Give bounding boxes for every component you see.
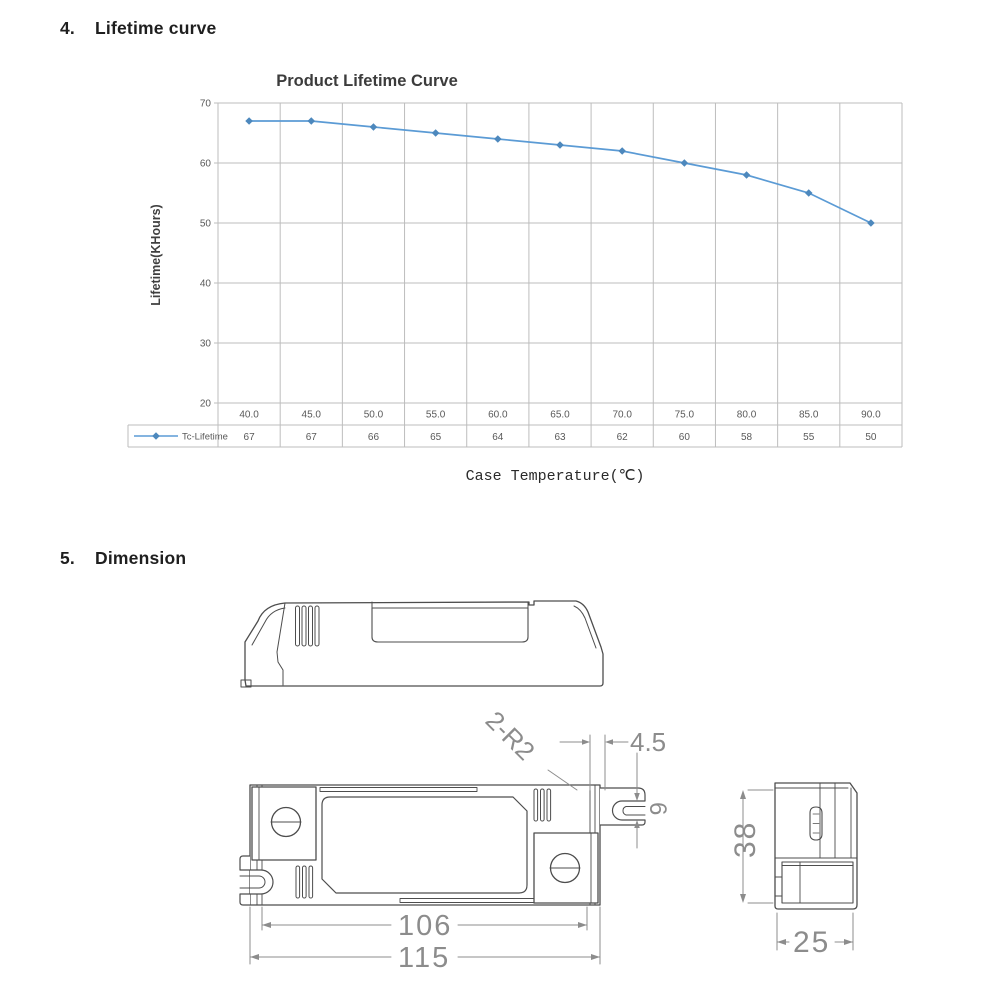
value-cell: 67 (305, 432, 317, 443)
end-cap-seam (277, 603, 285, 685)
dim-106-label: 106 (398, 910, 453, 942)
value-cell: 58 (740, 432, 753, 443)
y-tick-label: 20 (199, 398, 211, 410)
value-cell: 63 (554, 432, 566, 443)
data-point-marker (867, 219, 875, 227)
dim-4-5-label: 4.5 (630, 727, 667, 757)
data-point-marker (245, 117, 253, 125)
data-point-marker (681, 159, 689, 167)
dim-25-label: 25 (793, 926, 831, 959)
keyhole-slot-right (623, 807, 645, 816)
value-cell: 55 (803, 432, 815, 443)
x-category-label: 50.0 (363, 409, 384, 421)
enclosure-outline (245, 601, 603, 686)
data-point-marker (618, 147, 626, 155)
x-category-label: 70.0 (612, 409, 632, 421)
top-view-drawing (238, 698, 690, 980)
chart-title: Product Lifetime Curve (276, 72, 458, 90)
data-point-marker (805, 189, 813, 197)
side-profile-view-drawing (238, 592, 618, 696)
y-tick-label: 40 (199, 278, 211, 290)
section-5-title: Dimension (95, 548, 187, 568)
x-category-label: 60.0 (488, 409, 508, 421)
data-point-marker (432, 129, 440, 137)
legend-label: Tc-Lifetime (182, 431, 228, 443)
data-point-marker (307, 117, 315, 125)
dim-115-label: 115 (398, 942, 451, 974)
value-cell: 62 (616, 432, 628, 443)
x-category-label: 75.0 (674, 409, 695, 421)
x-category-label: 40.0 (239, 409, 259, 421)
dim-38-label: 38 (729, 820, 762, 858)
data-point-marker (556, 141, 564, 149)
data-point-marker (743, 171, 751, 179)
value-cell: 50 (865, 432, 877, 443)
data-point-marker (494, 135, 502, 143)
chart-y-axis-label: Lifetime(KHours) (149, 204, 163, 306)
y-tick-label: 60 (199, 158, 211, 170)
label-recess (372, 608, 528, 642)
end-outline (775, 783, 857, 909)
vent-slots (296, 606, 320, 646)
section-4-number: 4. (60, 18, 75, 38)
section-4-heading (60, 18, 216, 39)
x-category-label: 55.0 (425, 409, 446, 421)
dim-6-label: 6 (644, 802, 671, 816)
section-5-heading (60, 548, 186, 569)
value-cell: 67 (243, 432, 255, 443)
legend-diamond-icon (152, 432, 160, 440)
lifetime-curve-chart (120, 95, 910, 451)
terminal-block-top-left (252, 787, 316, 860)
y-tick-label: 70 (199, 98, 211, 110)
x-category-label: 90.0 (861, 409, 881, 421)
y-tick-label: 30 (199, 338, 211, 350)
section-5-number: 5. (60, 548, 75, 568)
value-cell: 65 (430, 432, 442, 443)
label-recess (322, 797, 527, 893)
chart-x-axis-label: Case Temperature(℃) (465, 468, 645, 485)
x-category-label: 80.0 (736, 409, 757, 421)
dim-2r2-label: 2-R2 (479, 705, 541, 767)
value-cell: 60 (678, 432, 690, 443)
right-bevel-inner-line (574, 606, 596, 648)
x-category-label: 65.0 (550, 409, 570, 421)
value-cell: 64 (492, 432, 504, 443)
end-view-drawing (715, 738, 997, 970)
y-tick-label: 50 (199, 218, 211, 230)
left-bevel-inner-line (252, 608, 285, 645)
x-category-label: 45.0 (301, 409, 322, 421)
ext-lines-4-5 (590, 735, 605, 790)
data-point-marker (370, 123, 378, 131)
value-cell: 66 (367, 432, 380, 443)
x-category-label: 85.0 (798, 409, 819, 421)
section-4-title: Lifetime curve (95, 18, 217, 38)
